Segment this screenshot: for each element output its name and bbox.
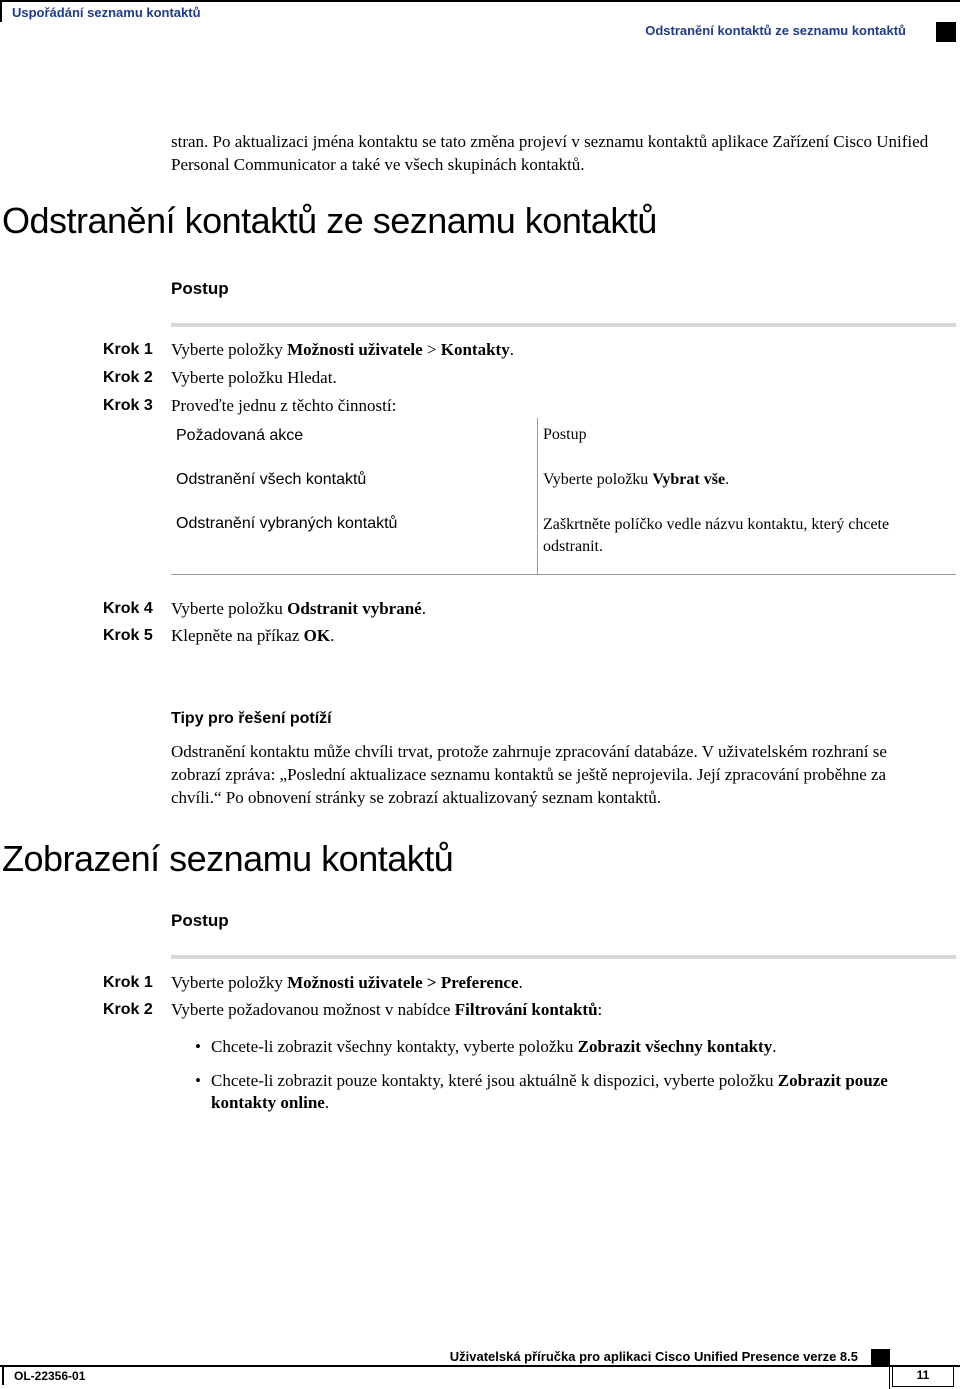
tips-line-3: chvíli.“ Po obnovení stránky se zobrazí aktualizovaný seznam kontaktů. — [171, 788, 662, 807]
footer-rule — [0, 1365, 960, 1367]
header-marker-box — [936, 22, 956, 42]
section-title-view-contacts: Zobrazení seznamu kontaktů — [2, 838, 454, 879]
tips-line-1: Odstranění kontaktu může chvíli trvat, protože zahrnuje zpracování databáze. V uživatelském rozhraní se — [171, 742, 887, 761]
step-label: Krok 3 — [103, 397, 153, 414]
procedure-label: Postup — [171, 911, 229, 930]
footer-guide-title: Uživatelská příručka pro aplikaci Cisco Unified Presence verze 8.5 — [449, 1349, 858, 1364]
step-label: Krok 2 — [103, 369, 153, 386]
header-chapter-title: Uspořádání seznamu kontaktů — [12, 5, 201, 20]
header-chapter-bar — [0, 0, 2, 22]
table-header-action: Požadovaná akce — [176, 427, 304, 444]
step-text: Vyberte položky Možnosti uživatele > Kontakty. — [171, 340, 514, 359]
table-cell-procedure: Zaškrtněte políčko vedle názvu kontaktu, který chcete — [543, 516, 890, 533]
bullet-icon: • — [195, 1071, 201, 1090]
step-text: Vyberte požadovanou možnost v nabídce Filtrování kontaktů: — [171, 1000, 603, 1019]
step-label: Krok 1 — [103, 974, 153, 991]
step-label: Krok 5 — [103, 627, 153, 644]
intro-line-1: stran. Po aktualizaci jména kontaktu se tato změna projeví v seznamu kontaktů aplikace Zařízení Cisco Unified — [171, 132, 929, 151]
footer-bar — [2, 1365, 4, 1385]
table-column-divider — [537, 418, 538, 574]
step-text: Vyberte položky Možnosti uživatele > Preference. — [171, 973, 523, 992]
bullet-text: Chcete-li zobrazit všechny kontakty, vyberte položku Zobrazit všechny kontakty. — [211, 1037, 777, 1056]
step-label: Krok 4 — [103, 600, 153, 617]
table-cell-action: Odstranění všech kontaktů — [176, 471, 367, 488]
tips-line-2: zobrazí zpráva: „Poslední aktualizace seznamu kontaktů se ještě neprojevila. Její zpracování proběhne za — [171, 765, 887, 784]
header-section-title: Odstranění kontaktů ze seznamu kontaktů — [645, 23, 906, 38]
table-cell-procedure: Vyberte položku Vybrat vše. — [543, 471, 730, 488]
step-text: Klepněte na příkaz OK. — [171, 626, 335, 645]
bullet-text: kontakty online. — [211, 1093, 330, 1112]
page-number: 11 — [916, 1368, 930, 1382]
bullet-text: Chcete-li zobrazit pouze kontakty, které jsou aktuálně k dispozici, vyberte položku Zobrazit pouze — [211, 1071, 888, 1090]
procedure-label: Postup — [171, 279, 229, 298]
table-cell-procedure: odstranit. — [543, 538, 603, 555]
step-text: Vyberte položku Hledat. — [171, 368, 337, 387]
table-header-procedure: Postup — [543, 426, 587, 443]
step-label: Krok 2 — [103, 1001, 153, 1018]
section-title-remove-contacts: Odstranění kontaktů ze seznamu kontaktů — [2, 200, 657, 241]
header-rule — [0, 0, 960, 2]
intro-line-2: Personal Communicator a také ve všech skupinách kontaktů. — [171, 155, 585, 174]
footer-divider — [889, 1349, 890, 1389]
tips-title: Tipy pro řešení potíží — [171, 710, 332, 727]
bullet-icon: • — [195, 1037, 201, 1056]
step-text: Proveďte jednu z těchto činností: — [171, 396, 397, 415]
procedure-rule — [171, 955, 956, 959]
table-cell-action: Odstranění vybraných kontaktů — [176, 515, 398, 532]
footer-doc-id: OL-22356-01 — [14, 1369, 86, 1383]
step-text: Vyberte položku Odstranit vybrané. — [171, 599, 426, 618]
table-bottom-rule — [171, 574, 956, 575]
procedure-rule — [171, 323, 956, 327]
step-label: Krok 1 — [103, 341, 153, 358]
